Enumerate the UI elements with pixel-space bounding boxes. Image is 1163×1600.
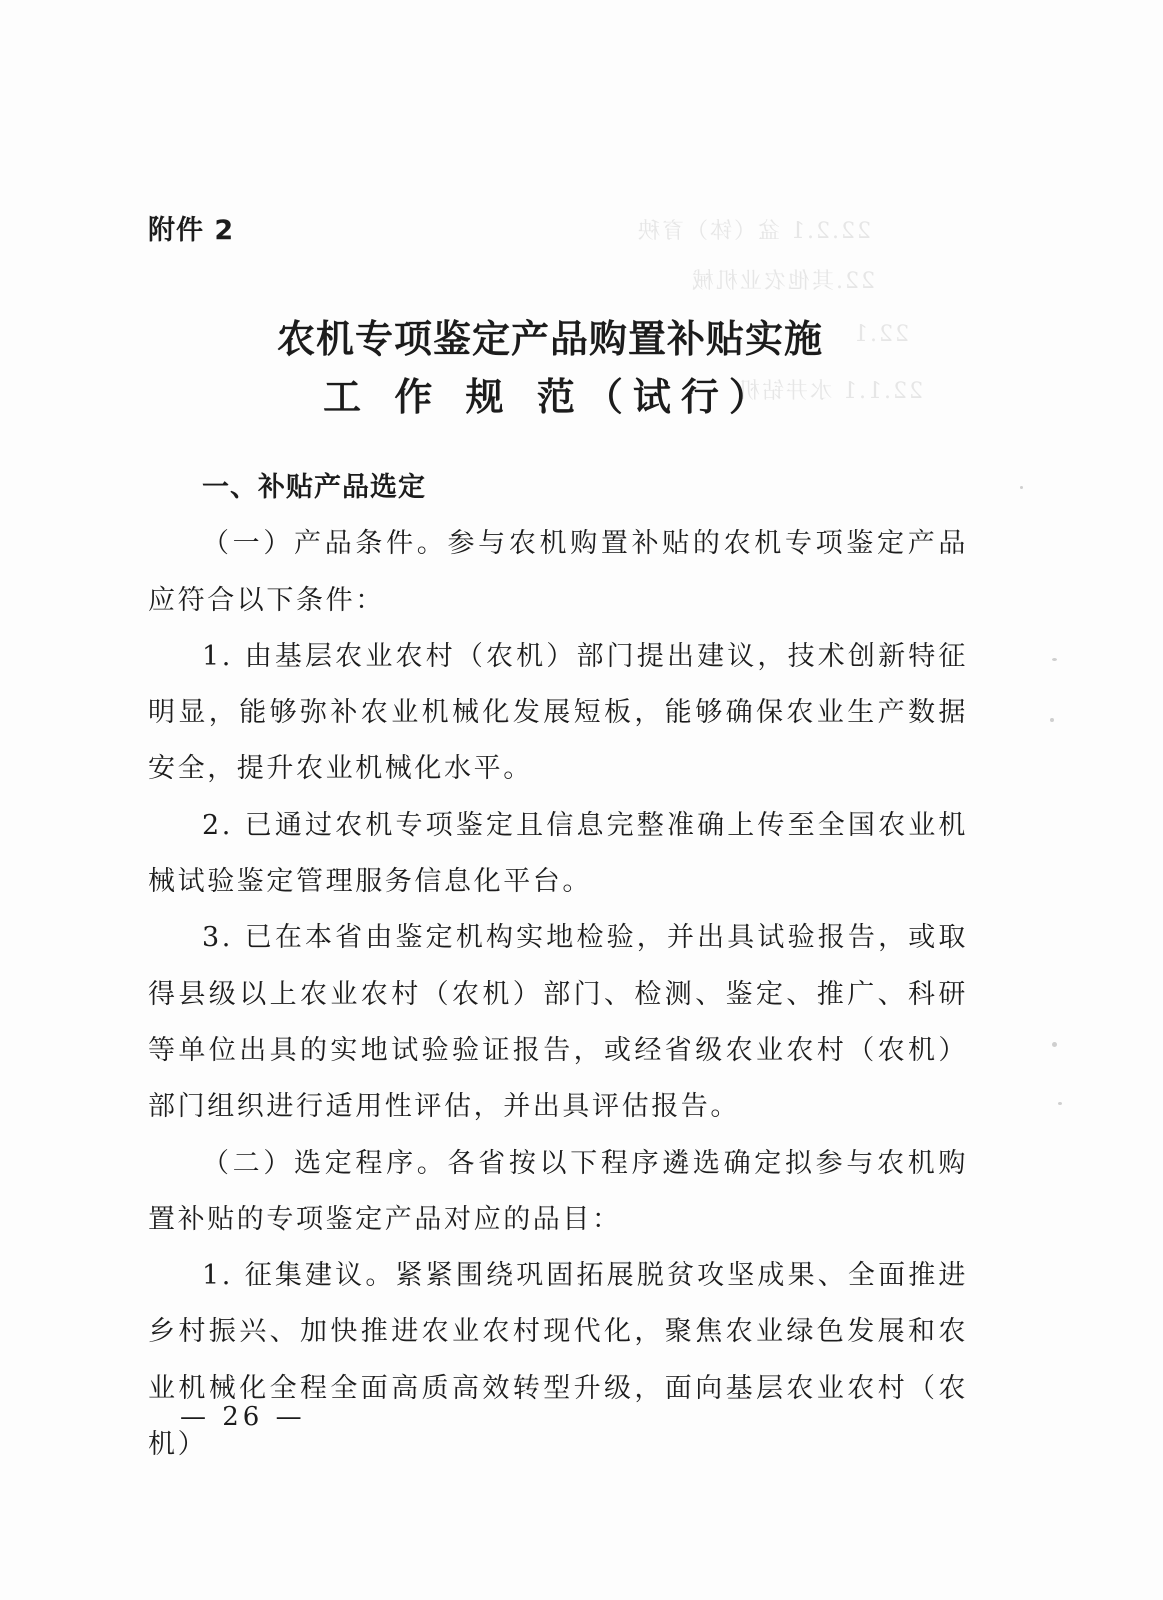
paragraph-procedure-1: 1. 征集建议。紧紧围绕巩固拓展脱贫攻坚成果、全面推进乡村振兴、加快推进农业农村现代化，聚焦农业绿色发展和农业机械化全程全面高质高效转型升级，面向基层农业农村（农机） [148, 1260, 968, 1461]
scan-speck [1052, 658, 1057, 661]
scan-speck [1058, 1102, 1062, 1105]
bleed-through-line-3: 22.1 [852, 322, 909, 347]
scan-speck [1052, 1042, 1057, 1047]
page-number: — 26 — [180, 1402, 306, 1432]
attachment-label: 附件 2 [148, 215, 235, 246]
document-body [148, 460, 968, 1473]
bleed-through-line-4: 22.1.1 水井钻机 [736, 379, 923, 404]
document-title-line-2: 工 作 规 范（试行） [323, 374, 777, 419]
scan-speck [1050, 718, 1054, 722]
bleed-through-line-1: 22.2.1 盆（钵）育秧 [636, 219, 871, 244]
paragraph-condition-2: 2. 已通过农机专项鉴定且信息完整准确上传至全国农业机械试验鉴定管理服务信息化平台。 [148, 809, 968, 898]
bleed-through-line-2: 22.其他农业机械 [690, 269, 875, 294]
paragraph-condition-1: 1. 由基层农业农村（农机）部门提出建议，技术创新特征明显，能够弥补农业机械化发展短板，能够确保农业生产数据安全，提升农业机械化水平。 [148, 640, 968, 785]
scan-speck [1020, 486, 1023, 489]
paragraph-product-conditions: （一）产品条件。参与农机购置补贴的农机专项鉴定产品应符合以下条件： [148, 528, 968, 616]
paragraph-selection-procedure: （二）选定程序。各省按以下程序遴选确定拟参与农机购置补贴的专项鉴定产品对应的品目： [148, 1147, 968, 1235]
section-heading: 一、补贴产品选定 [202, 472, 426, 503]
document-title-line-1: 农机专项鉴定产品购置补贴实施 [276, 316, 823, 361]
paragraph-condition-3: 3. 已在本省由鉴定机构实地检验，并出具试验报告，或取得县级以上农业农村（农机）部门、检测、鉴定、推广、科研等单位出具的实地试验验证报告，或经省级农业农村（农机）部门组织进行适用性评估，并出具评估报告。 [148, 922, 968, 1123]
